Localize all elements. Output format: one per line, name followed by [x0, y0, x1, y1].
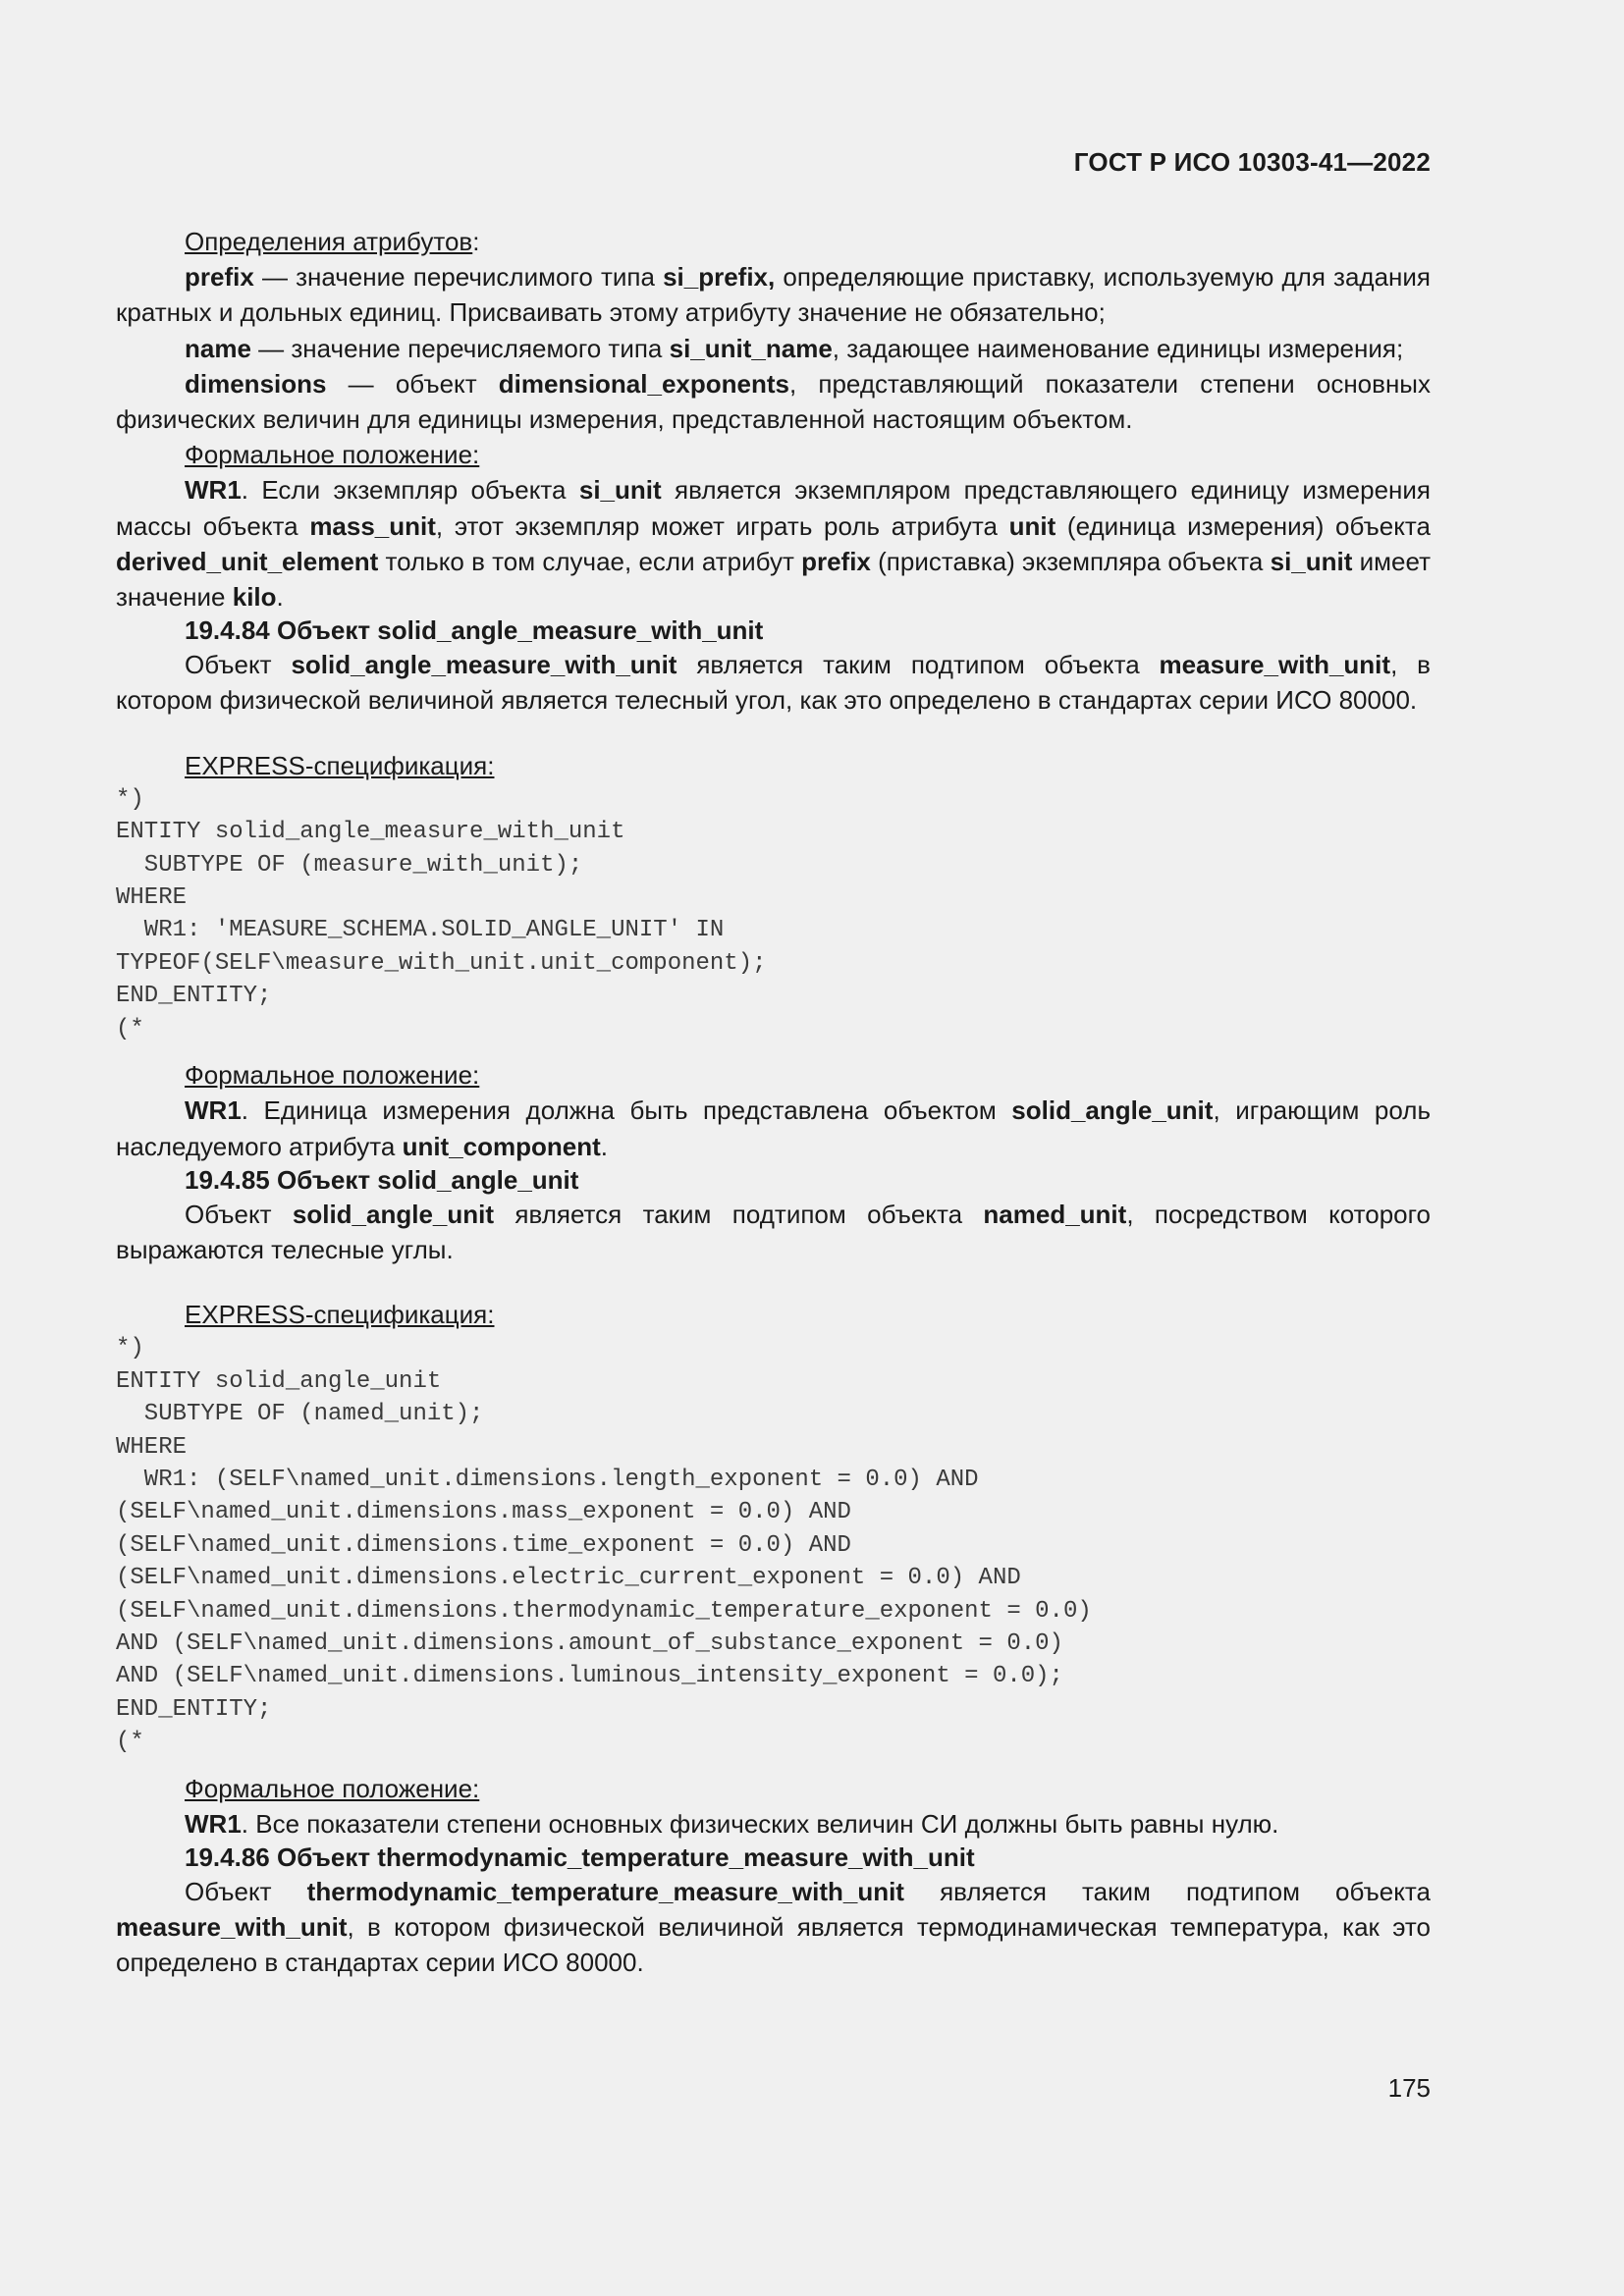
attr-def-prefix: prefix — значение перечислимого типа si_prefix, определяющие приставку, используемую для задания кратных и дольных единиц. Присваивать этому атрибуту значение не обязательно; — [116, 262, 1432, 328]
section-86-body: Объект thermodynamic_temperature_measure_with_unit является таким подтипом объекта measure_with_unit, в котором физической величиной является термодинамическая температура, как это определено в стандартах серии ИСО 80000. — [116, 1877, 1432, 1978]
section-84-body: Объект solid_angle_measure_with_unit является таким подтипом объекта measure_with_unit, в котором физической величиной является телесный угол, как это определено в стандартах серии ИСО 80000. — [116, 650, 1431, 716]
page-number: 175 — [1387, 2073, 1431, 2103]
formal-title-84: Формальное положение: — [185, 1060, 480, 1091]
attr-def-name: name — значение перечисляемого типа si_unit_name, задающее наименование единицы измерения; — [185, 333, 1404, 363]
section-heading-85: 19.4.85 Объект solid_angle_unit — [185, 1164, 579, 1195]
section-85-body: Объект solid_angle_unit является таким подтипом объекта named_unit, посредством которого выражаются телесные углы. — [116, 1199, 1431, 1264]
attr-def-dimensions: dimensions — объект dimensional_exponents, представляющий показатели степени основных физических величин для единицы измерения, представленной настоящим объектом. — [116, 368, 1431, 435]
formal-rule-85: WR1. Все показатели степени основных физических величин СИ должны быть равны нулю. — [185, 1808, 1279, 1839]
express-title-84: EXPRESS-спецификация: — [185, 750, 495, 780]
formal-rule-wr1: WR1. Если экземпляр объекта si_unit является экземпляром представляющего единицу измерения массы объекта mass_unit, этот экземпляр может играть роль атрибута unit (единица измерения) объекта derived_unit_element только в том случае, если атрибут prefix (приставка) экземпляра объекта si_unit имеет значение kilo. — [116, 475, 1432, 613]
formal-title-85: Формальное положение: — [185, 1773, 480, 1803]
document-id: ГОСТ Р ИСО 10303-41—2022 — [1073, 147, 1431, 177]
express-code-84: *) ENTITY solid_angle_measure_with_unit SUBTYPE OF (measure_with_unit); WHERE WR1: 'MEASURE_SCHEMA.SOLID_ANGLE_UNIT' IN TYPEOF(SELF\measure_with_unit.unit_component); END_ENTITY; (* — [116, 785, 767, 1042]
express-code-85: *) ENTITY solid_angle_unit SUBTYPE OF (named_unit); WHERE WR1: (SELF\named_unit.dimensions.length_exponent = 0.0) AND (SELF\named_unit.dimensions.mass_exponent = 0.0) AND (SELF\named_unit.dimensions.time_exponent = 0.0) AND (SELF\named_unit.dimensions.electric_current_exponent = 0.0) AND (SELF\named_unit.dimensions.thermodynamic_temperature_exponent = 0.0) AND (SELF\named_unit.dimensions.amount_of_substance_exponent = 0.0) AND (SELF\named_unit.dimensions.luminous_intensity_exponent = 0.0); END_ENTITY; (* — [116, 1335, 1092, 1756]
attr-defs-title: Определения атрибутов: — [185, 227, 480, 256]
page-content — [116, 224, 1431, 1981]
section-heading-86: 19.4.86 Объект thermodynamic_temperature_measure_with_unit — [185, 1842, 975, 1872]
express-title-85: EXPRESS-спецификация: — [185, 1300, 495, 1330]
formal-rule-84: WR1. Единица измерения должна быть представлена объектом solid_angle_unit, играющим роль наследуемого атрибута unit_component. — [116, 1095, 1432, 1161]
section-heading-84: 19.4.84 Объект solid_angle_measure_with_unit — [185, 615, 764, 646]
formal-title: Формальное положение: — [185, 440, 480, 470]
